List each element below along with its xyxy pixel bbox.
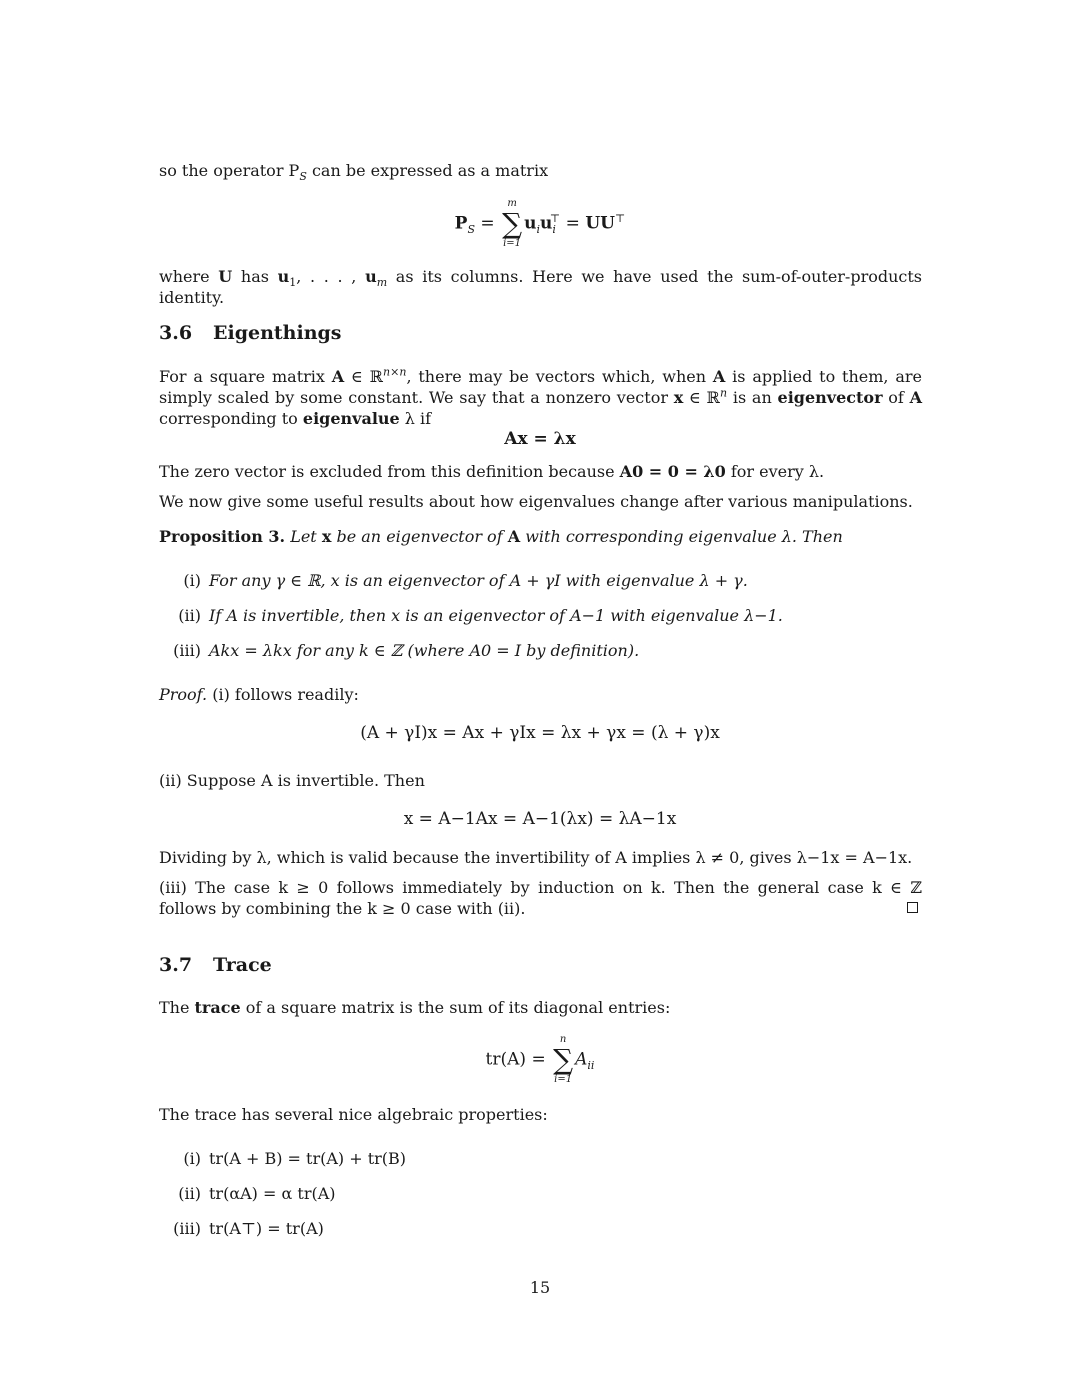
section-title: Eigenthings	[213, 322, 342, 344]
intro-sub: S	[299, 170, 307, 184]
proof-iii: (iii) The case k ≥ 0 follows immediately by induction on k. Then the general case k ∈ ℤ follows by combining the k ≥ 0 case with (ii).	[159, 878, 922, 918]
where-u1: u	[277, 267, 290, 286]
where-um: u	[365, 267, 377, 286]
qed-square-icon	[907, 902, 918, 913]
trace-item-2	[159, 1183, 922, 1204]
prop-item-text: For any γ ∈ ℝ, x is an eigenvector of A + γI with eigenvalue λ + γ.	[209, 571, 748, 590]
eq-ps-lhs-sub: S	[467, 222, 476, 236]
eq-ps-rhs: UU	[585, 213, 615, 234]
trace-item-text: tr(αA) = α tr(A)	[209, 1184, 336, 1203]
where-dots: , . . . ,	[296, 267, 366, 286]
equation-ps: $P_S$ = m ∑ i=1 $u_iu_i^⊤ = UU^⊤$	[454, 198, 626, 249]
zero-vector-line: The zero vector is excluded from this definition because A0 = 0 = λ0 for every λ.	[159, 462, 825, 481]
equation-proof-1: (A + γI)x = Ax + γIx = λx + γx = (λ + γ)x	[360, 723, 720, 743]
trace-item-label: (ii)	[178, 1184, 201, 1203]
prop-item-label: (ii)	[178, 606, 201, 625]
eigen-paragraph: For a square matrix A ∈ ℝ$^{n\times n}$, there may be vectors which, when A is applied to them, are simply scaled by some constant. We say that a nonzero vector x ∈ ℝ$^n$ is an eigenvector of A corresponding to eigenvalue λ if	[159, 365, 923, 428]
sum-upper: n	[559, 1034, 567, 1045]
proof-start: Proof. (i) follows readily:	[159, 685, 359, 704]
trace-item-3	[159, 1218, 922, 1239]
zero-vector-expr: A0 = 0 = λ0	[619, 462, 726, 481]
eq-ps-lhs: P	[454, 213, 468, 234]
where-mid: has	[232, 267, 278, 286]
trace-item-label: (iii)	[173, 1219, 201, 1238]
dividing-line: Dividing by λ, which is valid because the invertibility of A implies λ ≠ 0, gives λ−1x = A−1x.	[159, 848, 913, 867]
intro-tail: can be expressed as a matrix	[306, 161, 549, 180]
section-heading-eigenthings	[159, 322, 342, 344]
sum-upper: m	[507, 198, 517, 209]
eq-ps-u: u	[524, 213, 537, 234]
prop-item-1	[159, 570, 922, 591]
prop-item-3	[159, 640, 922, 661]
trace-lhs: tr(A) =	[485, 1049, 546, 1070]
equation-proof-2: x = A−1Ax = A−1(λx) = λA−1x	[403, 809, 677, 829]
trace-item-text: tr(A⊤) = tr(A)	[209, 1219, 324, 1238]
trace-props-intro: The trace has several nice algebraic properties:	[159, 1105, 548, 1124]
section-number: 3.7	[159, 954, 193, 976]
page-number: 15	[529, 1278, 551, 1297]
keyword-eigenvector: eigenvector	[777, 388, 883, 407]
trace-item-text: tr(A + B) = tr(A) + tr(B)	[209, 1149, 407, 1168]
prop-item-2	[159, 605, 922, 626]
section-heading-trace	[159, 954, 272, 976]
proposition-label: Proposition 3.	[159, 527, 286, 546]
trace-definition: The trace of a square matrix is the sum of its diagonal entries:	[159, 998, 671, 1017]
where-U: U	[218, 267, 233, 286]
intro-line	[159, 160, 922, 184]
equation-trace	[0, 1034, 1080, 1086]
prop-item-label: (iii)	[173, 641, 201, 660]
section-number: 3.6	[159, 322, 193, 344]
proof-label: Proof.	[159, 685, 208, 704]
prop-item-label: (i)	[183, 571, 201, 590]
sum-lower: i=1	[554, 1074, 573, 1085]
where-line: where U has $u_1$, . . . , $u_m$ as its columns. Here we have used the sum-of-outer-products identity.	[159, 267, 923, 307]
trace-rhs-sub: ii	[587, 1058, 595, 1072]
sum-symbol: m ∑ i=1	[502, 198, 523, 249]
proof-ii: (ii) Suppose A is invertible. Then	[159, 771, 425, 790]
trace-item-label: (i)	[183, 1149, 201, 1168]
sum-symbol: n ∑ i=1	[553, 1034, 574, 1085]
intro-text: so the operator P	[159, 161, 300, 180]
prop-item-text: If A is invertible, then x is an eigenvector of A−1 with eigenvalue λ−1.	[209, 606, 783, 625]
where-post: as its columns. Here we have used the sum-of-outer-products identity.	[159, 267, 923, 307]
sum-lower: i=1	[503, 238, 522, 249]
keyword-trace: trace	[194, 998, 241, 1017]
where-pre: where	[159, 267, 219, 286]
keyword-eigenvalue: eigenvalue	[302, 409, 400, 428]
trace-item-1	[159, 1148, 922, 1169]
section-title: Trace	[213, 954, 272, 976]
proposition: Proposition 3. Let x be an eigenvector of A with corresponding eigenvalue λ. Then	[159, 527, 843, 546]
prop-item-text: Akx = λkx for any k ∈ ℤ (where A0 = I by definition).	[209, 641, 640, 660]
trace-rhs: A	[575, 1049, 588, 1070]
results-intro: We now give some useful results about how eigenvalues change after various manipulations.	[159, 492, 913, 511]
equation-ax: Ax = λx	[504, 429, 576, 449]
